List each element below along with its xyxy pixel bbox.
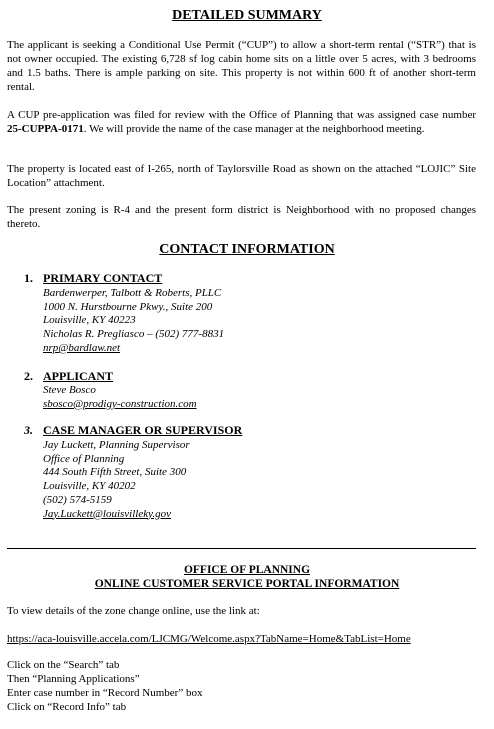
primary-contact-email-link[interactable]: nrp@bardlaw.net (43, 341, 121, 354)
case-manager-heading: CASE MANAGER OR SUPERVISOR (43, 423, 243, 437)
portal-information-heading: ONLINE CUSTOMER SERVICE PORTAL INFORMATION (94, 578, 400, 590)
primary-contact-details (43, 287, 224, 356)
portal-url-link[interactable]: https://aca-louisville.accela.com/LJCMG/Welcome.aspx?TabName=Home&TabList=Home (7, 633, 411, 645)
applicant-email-link[interactable]: sbosco@prodigy-construction.com (43, 397, 197, 410)
contact-1-number: 1. (24, 271, 33, 285)
summary-paragraph-3: The property is located east of I-265, north of Taylorsville Road as shown on the attached “LOJIC” Site Location” attachment. (7, 163, 476, 189)
contact-line: Louisville, KY 40223 (43, 314, 136, 327)
contact-2-number: 2. (24, 369, 33, 383)
portal-step-4: Click on “Record Info” tab (7, 701, 127, 713)
contact-line: Nicholas R. Pregliasco – (502) 777-8831 (43, 328, 225, 341)
case-manager-details (43, 439, 190, 521)
contact-3-number: 3. (24, 423, 33, 437)
portal-intro-text: To view details of the zone change online, use the link at: (7, 605, 260, 617)
case-number: 25-CUPPA-0171 (7, 123, 84, 135)
case-manager-email-link[interactable]: Jay.Luckett@louisvilleky.gov (43, 507, 172, 520)
portal-step-1: Click on the “Search” tab (7, 659, 120, 671)
contact-information-heading: CONTACT INFORMATION (159, 242, 335, 257)
summary-paragraph-4: The present zoning is R-4 and the present form district is Neighborhood with no proposed changes thereto. (7, 204, 476, 230)
contact-line: (502) 574-5159 (43, 493, 112, 506)
p2-text-before: A CUP pre-application was filed for review with the Office of Planning that was assigned case number (7, 109, 476, 121)
summary-paragraph-1: The applicant is seeking a Conditional Use Permit (“CUP”) to allow a short-term rental (“STR”) that is not owner occupied. The existing 6,728 sf log cabin home sits on a little over 5 acres, with 3 bedrooms and 1.5 baths. There is ample parking on site. This property is not within 600 ft of another short-term rental. (7, 39, 476, 93)
section-divider (7, 548, 476, 549)
applicant-heading: APPLICANT (43, 369, 114, 383)
office-of-planning-heading: OFFICE OF PLANNING (183, 564, 311, 576)
portal-step-3: Enter case number in “Record Number” box (7, 687, 203, 699)
contact-line: Bardenwerper, Talbott & Roberts, PLLC (43, 287, 222, 299)
detailed-summary-heading: DETAILED SUMMARY (172, 8, 322, 23)
summary-paragraph-2 (7, 108, 476, 136)
contact-line: Steve Bosco (43, 384, 96, 396)
p2-text-after: . We will provide the name of the case manager at the neighborhood meeting. (83, 123, 425, 135)
primary-contact-heading: PRIMARY CONTACT (43, 271, 163, 285)
contact-line: 1000 N. Hurstbourne Pkwy., Suite 200 (43, 300, 213, 313)
applicant-details (43, 384, 197, 411)
contact-line: 444 South Fifth Street, Suite 300 (43, 466, 187, 479)
contact-line: Louisville, KY 40202 (43, 480, 136, 493)
portal-step-2: Then “Planning Applications” (7, 673, 140, 685)
contact-line: Jay Luckett, Planning Supervisor (43, 439, 190, 451)
contact-line: Office of Planning (43, 452, 125, 465)
